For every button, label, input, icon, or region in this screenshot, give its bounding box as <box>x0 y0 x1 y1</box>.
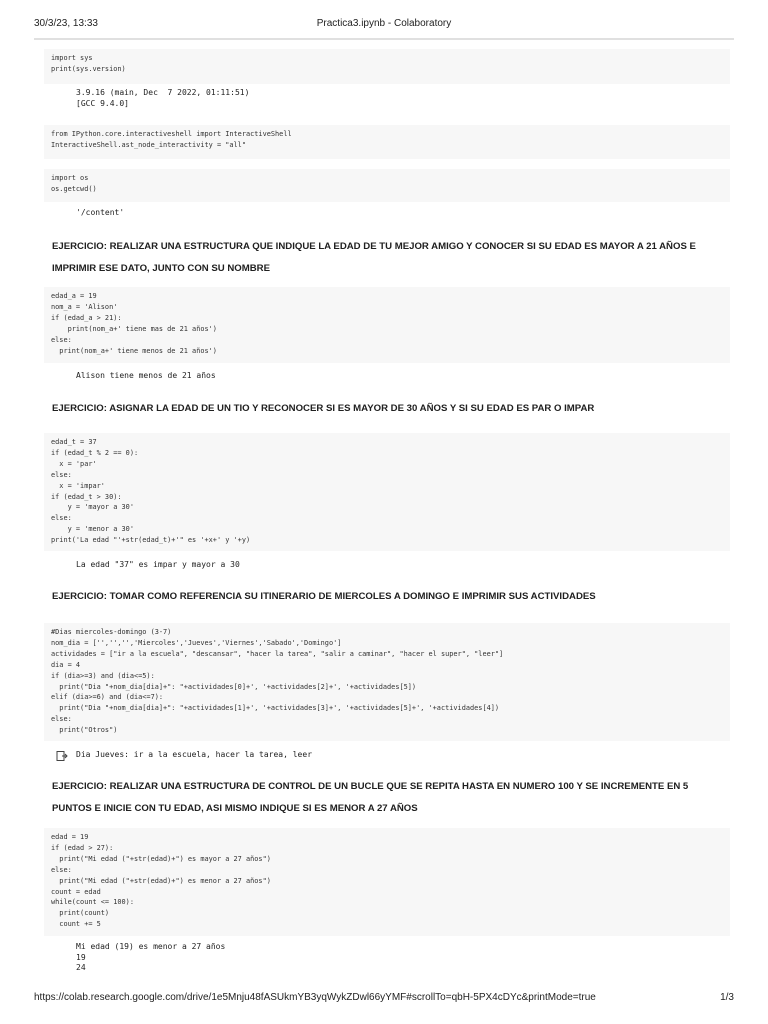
code-line: print("Otros") <box>51 726 118 735</box>
code-line: dia = 4 <box>51 660 81 669</box>
code-line: else: <box>51 865 72 874</box>
output-line: Alison tiene menos de 21 años <box>76 371 216 380</box>
output-line: 19 <box>76 952 86 962</box>
code-line: os.getcwd() <box>51 184 97 193</box>
print-url: https://colab.research.google.com/drive/1e5Mnju48fASUkmYB3yqWykZDwl66yYMF#scrollTo=qbH-5PX4cDYc&printMode=true <box>34 992 596 1003</box>
code-line: from IPython.core.interactiveshell import InteractiveShell <box>51 130 292 138</box>
page-number: 1/3 <box>720 992 734 1003</box>
print-title: Practica3.ipynb - Colaboratory <box>316 18 452 29</box>
code-line: count += 5 <box>51 920 101 929</box>
code-line: print("Mi edad ("+str(edad)+") es mayor a 27 años") <box>51 854 271 863</box>
output-line: La edad "37" es impar y mayor a 30 <box>76 560 240 569</box>
code-line: else: <box>51 715 72 724</box>
code-line: while(count <= 100): <box>51 898 134 907</box>
code-line: print('La edad "'+str(edad_t)+'" es '+x+' y '+y) <box>51 536 251 545</box>
code-line: import os <box>51 174 89 182</box>
code-line: print(count) <box>51 909 110 918</box>
code-line: else: <box>51 470 72 479</box>
output-line: [GCC 9.4.0] <box>76 98 129 108</box>
code-line: else: <box>51 514 72 523</box>
code-line: edad_a = 19 <box>51 292 97 300</box>
code-line: print("Dia "+nom_dia[dia]+": "+actividades[0]+', '+actividades[2]+', '+actividades[5]) <box>51 682 417 691</box>
code-line: if (edad > 27): <box>51 843 114 852</box>
cell-output <box>76 208 726 219</box>
output-run-icon[interactable] <box>56 750 68 762</box>
code-line: InteractiveShell.ast_node_interactivity = "all" <box>51 140 246 149</box>
code-line: x = 'par' <box>51 459 97 468</box>
code-line: count = edad <box>51 887 101 896</box>
code-cell[interactable] <box>44 49 730 84</box>
print-datetime: 30/3/23, 13:33 <box>34 18 98 29</box>
output-line: Dia Jueves: ir a la escuela, hacer la tarea, leer <box>76 750 313 759</box>
code-line: nom_dia = ['','','','Miercoles','Jueves','Viernes','Sabado','Domingo'] <box>51 638 342 647</box>
code-line: print(sys.version) <box>51 64 126 73</box>
code-line: else: <box>51 335 72 344</box>
code-cell[interactable] <box>44 287 730 363</box>
code-line: print(nom_a+' tiene mas de 21 años') <box>51 324 217 333</box>
print-header <box>0 18 768 32</box>
cell-output <box>76 942 726 974</box>
code-line: if (edad_t > 30): <box>51 492 122 501</box>
code-cell[interactable] <box>44 623 730 741</box>
code-line: if (edad_t % 2 == 0): <box>51 448 139 457</box>
header-divider <box>34 38 734 40</box>
code-line: nom_a = 'Alison' <box>51 302 118 311</box>
cell-output <box>76 88 726 109</box>
output-line: Mi edad (19) es menor a 27 años <box>76 942 226 951</box>
code-cell[interactable] <box>44 125 730 159</box>
cell-output <box>76 560 726 571</box>
code-line: actividades = ["ir a la escuela", "descansar", "hacer la tarea", "salir a caminar", "hacer el super", "leer"] <box>51 649 504 658</box>
code-line: edad = 19 <box>51 833 89 841</box>
markdown-heading: EJERCICIO: TOMAR COMO REFERENCIA SU ITINERARIO DE MIERCOLES A DOMINGO E IMPRIMIR SUS ACTIVIDADES <box>52 591 596 602</box>
code-cell[interactable] <box>44 433 730 551</box>
code-cell[interactable] <box>44 169 730 202</box>
code-line: y = 'menor a 30' <box>51 525 134 534</box>
markdown-heading: EJERCICIO: REALIZAR UNA ESTRUCTURA QUE INDIQUE LA EDAD DE TU MEJOR AMIGO Y CONOCER SI SU EDAD ES MAYOR A 21 AÑOS E IMPRIMIR ESE DATO, JUNTO CON SU NOMBRE <box>52 241 696 274</box>
code-line: edad_t = 37 <box>51 438 97 446</box>
cell-output <box>76 750 726 761</box>
code-line: elif (dia>=6) and (dia<=7): <box>51 693 164 702</box>
code-line: print("Dia "+nom_dia[dia]+": "+actividades[1]+', '+actividades[3]+', '+actividades[5]+', '+actividades[4]) <box>51 704 500 713</box>
cell-output <box>76 371 726 382</box>
markdown-heading: EJERCICIO: ASIGNAR LA EDAD DE UN TIO Y RECONOCER SI ES MAYOR DE 30 AÑOS Y SI SU EDAD ES PAR O IMPAR <box>52 403 595 414</box>
code-line: #Dias miercoles-domingo (3-7) <box>51 628 172 636</box>
code-line: print(nom_a+' tiene menos de 21 años') <box>51 346 217 355</box>
code-line: print("Mi edad ("+str(edad)+") es menor a 27 años") <box>51 876 271 885</box>
code-line: y = 'mayor a 30' <box>51 503 134 512</box>
code-line: if (edad_a > 21): <box>51 313 122 322</box>
code-line: import sys <box>51 54 93 62</box>
code-line: x = 'impar' <box>51 481 105 490</box>
markdown-heading: EJERCICIO: REALIZAR UNA ESTRUCTURA DE CONTROL DE UN BUCLE QUE SE REPITA HASTA EN NUMERO 100 Y SE INCREMENTE EN 5 PUNTOS E INICIE CON TU EDAD, ASI MISMO INDIQUE SI ES MENOR A 27 AÑOS <box>52 781 689 814</box>
output-line: '/content' <box>76 208 125 217</box>
output-line: 3.9.16 (main, Dec 7 2022, 01:11:51) <box>76 88 250 97</box>
output-line: 24 <box>76 963 86 972</box>
code-line: if (dia>=3) and (dia<=5): <box>51 671 155 680</box>
code-cell[interactable] <box>44 828 730 936</box>
